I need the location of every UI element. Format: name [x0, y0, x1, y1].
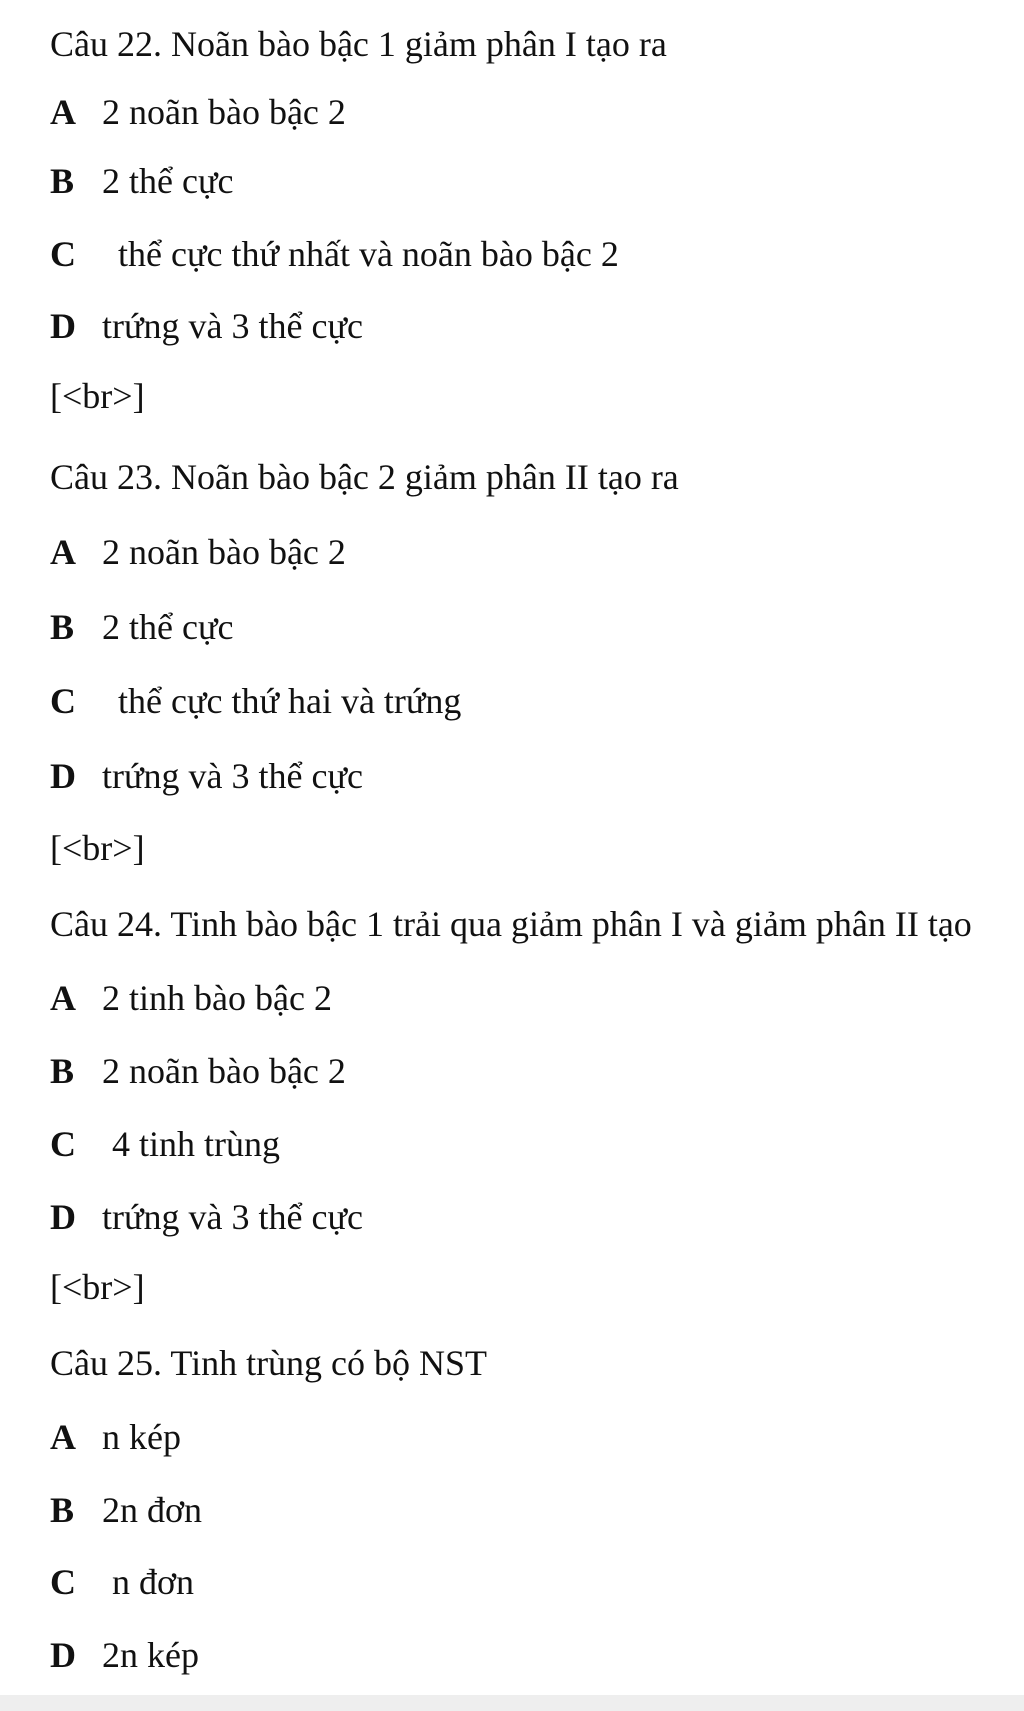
q22-option-c — [50, 232, 619, 276]
q24-option-d — [50, 1195, 363, 1239]
q23-option-a — [50, 530, 346, 574]
q25-option-c — [50, 1560, 194, 1604]
option-text: n đơn — [112, 1562, 195, 1602]
separator-br: [<br>] — [50, 828, 145, 868]
separator-br: [<br>] — [50, 1267, 145, 1307]
option-letter: B — [50, 1490, 75, 1530]
q22-option-b — [50, 159, 233, 203]
option-letter: C — [50, 1562, 76, 1602]
option-text: 2n đơn — [102, 1490, 203, 1530]
option-text: 2 thể cực — [102, 607, 234, 647]
option-text: thể cực thứ nhất và noãn bào bậc 2 — [118, 234, 619, 274]
option-text: thể cực thứ hai và trứng — [118, 681, 462, 721]
q23-option-d — [50, 754, 363, 798]
separator-br: [<br>] — [50, 376, 145, 416]
question-23-title: Câu 23. Noãn bào bậc 2 giảm phân II tạo ra — [50, 457, 679, 497]
option-text: 2 noãn bào bậc 2 — [102, 1051, 346, 1091]
question-25-title: Câu 25. Tinh trùng có bộ NST — [50, 1343, 488, 1383]
option-letter: B — [50, 1051, 75, 1091]
bottom-edge-band — [0, 1695, 1024, 1711]
q23-option-b — [50, 605, 233, 649]
option-letter: C — [50, 681, 76, 721]
q22-option-d — [50, 304, 363, 348]
option-letter: D — [50, 306, 76, 346]
q24-option-a — [50, 976, 332, 1020]
option-text: 2 noãn bào bậc 2 — [102, 532, 346, 572]
q25-option-b — [50, 1488, 202, 1532]
option-text: 2 noãn bào bậc 2 — [102, 92, 346, 132]
option-text: 2 thể cực — [102, 161, 234, 201]
option-letter: B — [50, 161, 75, 201]
option-letter: D — [50, 1197, 76, 1237]
q25-option-d — [50, 1633, 199, 1677]
q22-option-a — [50, 90, 346, 134]
option-text: trứng và 3 thể cực — [102, 1197, 363, 1237]
option-letter: B — [50, 607, 75, 647]
option-text: trứng và 3 thể cực — [102, 756, 363, 796]
option-text: n kép — [102, 1417, 181, 1457]
option-letter: C — [50, 234, 76, 274]
option-letter: D — [50, 1635, 76, 1675]
question-22-title: Câu 22. Noãn bào bậc 1 giảm phân I tạo ra — [50, 24, 667, 64]
option-letter: A — [50, 978, 76, 1018]
q23-option-c — [50, 679, 461, 723]
question-24-title: Câu 24. Tinh bào bậc 1 trải qua giảm phân I và giảm phân II tạo — [50, 904, 972, 944]
option-text: trứng và 3 thể cực — [102, 306, 363, 346]
option-letter: A — [50, 532, 76, 572]
q24-option-c — [50, 1122, 280, 1166]
option-letter: A — [50, 92, 76, 132]
option-letter: C — [50, 1124, 76, 1164]
q24-option-b — [50, 1049, 346, 1093]
option-text: 2 tinh bào bậc 2 — [102, 978, 332, 1018]
option-letter: D — [50, 756, 76, 796]
option-text: 4 tinh trùng — [112, 1124, 280, 1164]
q25-option-a — [50, 1415, 181, 1459]
option-letter: A — [50, 1417, 76, 1457]
option-text: 2n kép — [102, 1635, 199, 1675]
